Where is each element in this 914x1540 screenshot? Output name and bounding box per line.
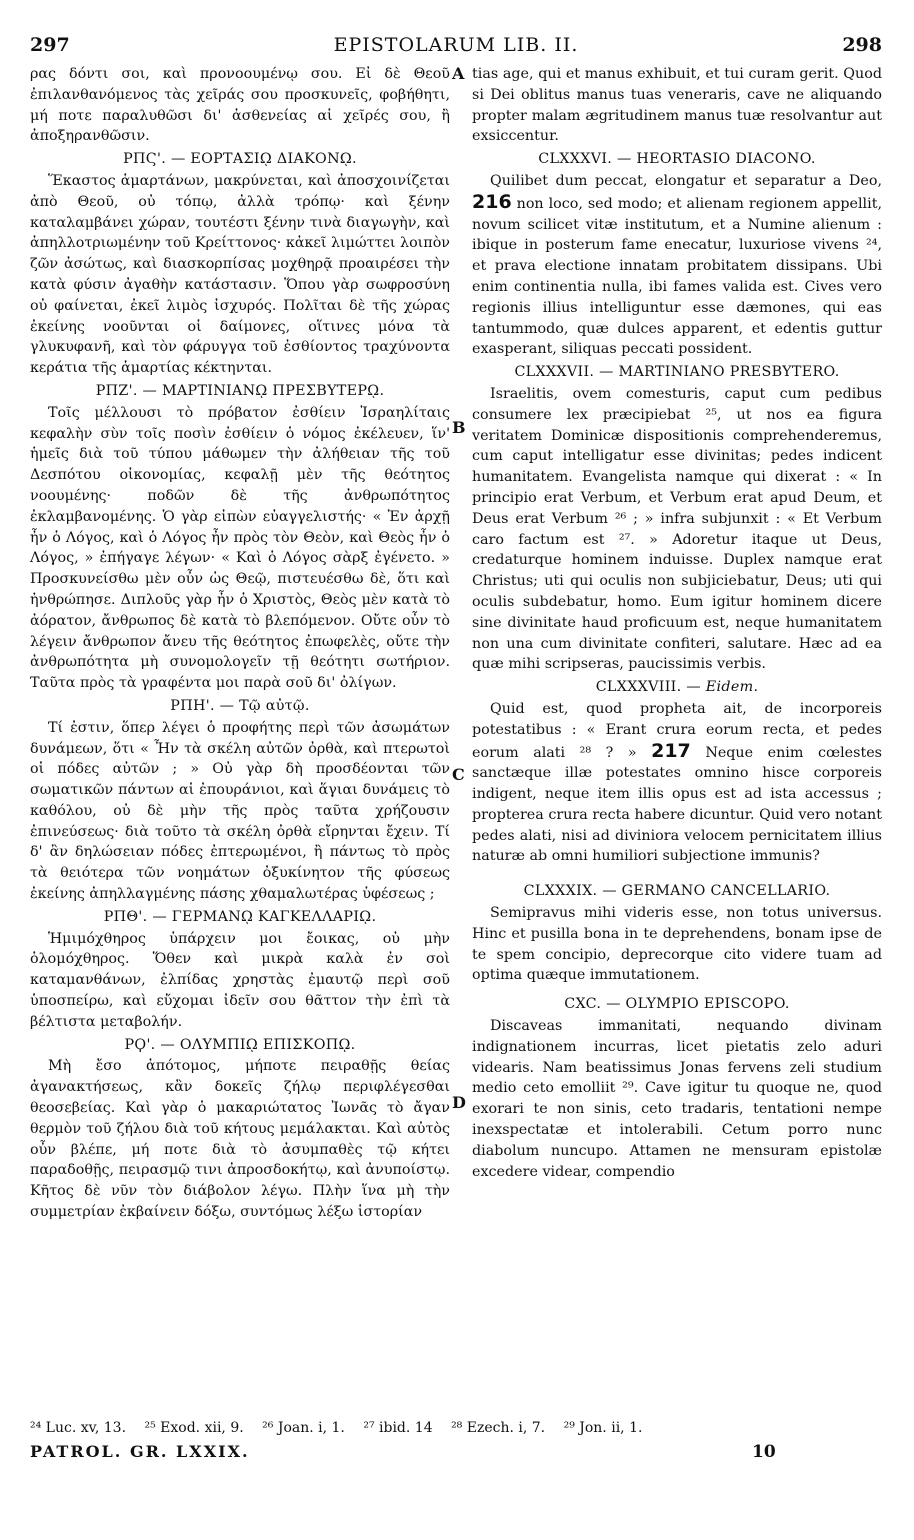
footnotes <box>30 1418 882 1438</box>
greek-letter-187-heading: ΡΠΖ'. — ΜΑΡΤΙΝΙΑΝῼ ΠΡΕΣΒΥΤΕΡῼ. <box>95 382 385 399</box>
greek-letter-189-heading: ΡΠΘ'. — ΓΕΡΜΑΝῼ ΚΑΓΚΕΛΛΑΡΙῼ. <box>103 908 377 925</box>
latin-letter-188-text <box>472 699 882 867</box>
running-title: EPISTOLARUM LIB. II. <box>333 34 579 56</box>
margin-letter-a: A <box>452 64 465 83</box>
greek-intro: ρας δόντι σοι, καὶ προνοουμένῳ σου. Εἰ δὲ Θεοῦ ἐπιλανθανόμενος τὰς χεῖράς σου προσκυνεῖς, φοβήθητι, μή ποτε παραλυθῶσι δι' ἀσθενείας αἱ χεῖρές σου, ἢ ἀποξηρανθῶσιν. <box>30 66 450 145</box>
greek-letter-188-text: Τί ἐστιν, ὅπερ λέγει ὁ προφήτης περὶ τῶν ἀσωμάτων δυνάμεων, ὅτι « Ἦν τὰ σκέλη αὐτῶν ὀρθὰ, καὶ πτερωτοὶ οἱ πόδες αὐτῶν ; » Οὐ γὰρ δὴ προσδέονται τῶν σωματικῶν πάντων αἱ ἐπουράνιοι, καὶ ἅγιαι δυνάμεις τὸ καθόλου, οὐ δὲ μὴν τῆς πρὸς ταῦτα χρήζουσιν ἐπινεύσεως· διὰ τοῦτο τὰ σκέλη ὀρθὰ εἴρηνται ἔχειν. Τί δ' ἂν δηλώσειαν πόδες ἐπτερωμένοι, ἢ πάντως τὸ πρὸς τὰ θειότερα τῶν νοημάτων ὀξυκίνητον τῆς φύσεως ἐκείνης ἀπηλλαγμένης πάσης χθαμαλωτέρας ὑφέσεως ; <box>30 719 450 903</box>
greek-column <box>30 64 450 1223</box>
latin-letter-186-text-a: Quilibet dum peccat, elongatur et separatur a Deo, <box>490 172 882 189</box>
greek-letter-190-text: Μὴ ἔσο ἀπότομος, μήποτε πειραθῇς θείας ἀγανακτήσεως, κἂν δοκεῖς ζήλῳ περιφλέγεσθαι θεοσεβείας. Καὶ γὰρ ὁ μακαριώτατος Ἰωνᾶς τὸ ἄγαν θερμὸν τοῦ ζήλου διὰ τοῦ κήτους μεμάλακται. Καὶ αὐτὸς οὖν βλέπε, μή ποτε διὰ τὸ ἀσυμπαθὲς τῷ κήτει παραδοθῇς, πειρασμῷ τινι ἀπροσδοκήτῳ, καὶ ἀνυποίστῳ. Κῆτος δὲ νῦν τὸν διάβολον λέγω. Πλὴν ἵνα μὴ τὴν συμμετρίαν ἐκβαίνειν δόξω, συντόμως λέξω ἱστορίαν <box>30 1058 450 1221</box>
latin-letter-189-heading: CLXXXIX. — GERMANO CANCELLARIO. <box>523 883 831 900</box>
page-number-right: 298 <box>842 34 882 56</box>
greek-letter-190-heading: ΡϘ'. — ΟΛΥΜΠΙῼ ΕΠΙΣΚΟΠῼ. <box>124 1036 356 1053</box>
latin-letter-188-heading <box>472 677 882 698</box>
page-marker-217: 217 <box>651 739 691 762</box>
page-header <box>30 34 882 62</box>
latin-letter-186-text <box>472 171 882 360</box>
margin-letter-b: B <box>452 418 466 437</box>
footnote: ²⁷ ibid. 14 <box>363 1420 433 1436</box>
footnote: ²⁶ Joan. i, 1. <box>262 1420 345 1436</box>
footnote: ²⁵ Exod. xii, 9. <box>144 1420 244 1436</box>
latin-column <box>472 64 882 1182</box>
latin-letter-188-text-a: Quid est, quod propheta ait, de incorporeis potestatibus : « Erant crura eorum recta, et pedes eorum alati ²⁸ ? » <box>472 700 882 761</box>
signature-mark: 10 <box>752 1442 776 1462</box>
footnote: ²⁸ Ezech. i, 7. <box>451 1420 546 1436</box>
latin-letter-188-heading-name: Eidem. <box>705 679 759 696</box>
greek-letter-187-text: Τοῖς μέλλουσι τὸ πρόβατον ἐσθίειν Ἰσραηλίταις κεφαλὴν σὺν τοῖς ποσὶν ἐσθίειν ὁ νόμος ἐκέλευεν, ἵν' ἡμεῖς διὰ τοῦ τύπου μάθωμεν τὴν ἀλήθειαν τῆς τοῦ Δεσπότου οἰκονομίας, κεφαλῇ μὲν τῆς θεότητος νοουμένης· ποδῶν δὲ τῆς ἀνθρωπότητος ἐκλαμβανομένης. Ὁ γὰρ εἰπὼν εὐαγγελιστής· « Ἐν ἀρχῇ ἦν ὁ Λόγος, καὶ ὁ Λόγος ἦν πρὸς τὸν Θεὸν, καὶ Θεὸς ἦν ὁ Λόγος, » ἐπήγαγε λέγων· « Καὶ ὁ Λόγος σὰρξ ἐγένετο. » Προσκυνείσθω μὲν οὖν ὡς Θεῷ, πιστευέσθω δὲ, ὅτι καὶ ἠνθρώπησε. Διπλοῦς γὰρ ἦν ὁ Χριστὸς, Θεὸς μὲν κατὰ τὸ ἀόρατον, ἄνθρωπος δὲ κατὰ τὸ βλεπόμενον. Οὔτε οὖν τὸ λέγειν ἄνθρωπον ἄνευ τῆς θεότητος ἐπωφελὲς, οὔτε τὴν ἀνθρωπότητα μὴ συνομολογεῖν τῇ θεότητι σωτήριον. Ταῦτα πρὸς τὰ γραφέντα μοι παρὰ σοῦ δι' ὀλίγων. <box>30 404 450 692</box>
greek-letter-189-text: Ἡμιμόχθηρος ὑπάρχειν μοι ἔοικας, οὐ μὴν ὁλομόχθηρος. Ὅθεν καὶ μικρὰ καλὰ ἐν σοὶ καταμανθάνων, ἐλπίδας χρηστὰς ἐμαυτῷ περὶ σοῦ ὑποσπείρω, καὶ εὔχομαι ἰδεῖν σου θᾶττον τὴν ἐπὶ τὰ βέλτιστα μεταβολήν. <box>30 930 450 1030</box>
latin-letter-188-text-b: Neque enim cœlestes sanctæque illæ potestates omnino hisce corporeis indigent, neque item illis opus est ad ista accessus ; propterea crura recta habere dicuntur. Quid vero notant pedes alati, nisi ad diviniora velocem pernicitatem illius naturæ ab omni humiliori subjectione immunis? <box>472 744 883 865</box>
page-number-left: 297 <box>30 34 70 56</box>
footnote: ²⁹ Jon. ii, 1. <box>563 1420 643 1436</box>
latin-letter-186-text-b: non loco, sed modo; et alienam regionem appellit, novum scilicet vitæ institutum, et a Numine alienum : ibique in posterum fame enecatur, luxuriose vivens ²⁴, et prava electione innatam probitatem dissipans. Ubi enim continentia nulla, ibi fames valida est. Cives vero regionis illius intelliguntur esse dæmones, qui eas tantummodo, quæ dulces apparent, et edentis guttur exasperant, siliquas peccati possident. <box>472 195 882 358</box>
latin-letter-187-heading: CLXXXVII. — MARTINIANO PRESBYTERO. <box>514 364 840 381</box>
greek-letter-188-heading: ΡΠΗ'. — Τῷ αὐτῷ. <box>170 697 310 714</box>
footnote: ²⁴ Luc. xv, 13. <box>30 1420 127 1436</box>
latin-letter-187-text: Israelitis, ovem comesturis, caput cum pedibus consumere lex præcipiebat ²⁵, ut nos ea figura veritatem Dominicæ dispositionis comprehenderemus, cum caput intelligatur esse divinitas; pedes indicent humanitatem. Evangelista namque qui dixerat : « In principio erat Verbum, et Verbum erat apud Deum, et Deus erat Verbum ²⁶ ; » infra subjunxit : « Et Verbum caro factum est ²⁷. » Adoretur itaque ut Deus, credaturque hominem induisse. Duplex namque erat Christus; uti qui oculis non subjiciebatur, Deus; uti qui oculis subdebatur, homo. Eum igitur hominem dicere sine divinitate haud proficuum est, neque humanitatem non una cum divinitate confiteri, salutare. Hæc ad ea quæ mihi scripseras, paucissimis verbis. <box>472 385 882 673</box>
latin-letter-186-heading: CLXXXVI. — HEORTASIO DIACONO. <box>538 151 816 168</box>
margin-letter-c: C <box>452 765 465 784</box>
latin-letter-188-heading-number: CLXXXVIII. — <box>595 679 701 696</box>
greek-letter-186-heading: ΡΠϚ'. — ΕΟΡΤΑΣΙῼ ΔΙΑΚΟΝῼ. <box>123 151 357 168</box>
latin-letter-189-text: Semipravus mihi videris esse, non totus universus. Hinc et pusilla bona in te deprehendens, bonam ipse de te spem concipio, deprecorque cito videre tuam ad optima quæque immutationem. <box>472 905 882 984</box>
page-marker-216: 216 <box>472 190 512 213</box>
latin-letter-190-heading: CXC. — OLYMPIO EPISCOPO. <box>564 996 790 1013</box>
greek-letter-186-text: Ἕκαστος ἁμαρτάνων, μακρύνεται, καὶ ἀποσχοινίζεται ἀπὸ Θεοῦ, οὐ τόπῳ, ἀλλὰ τρόπῳ· καὶ ξένην καταλαμβάνει χώραν, τουτέστι ξένην τινὰ διαγωγὴν, καὶ ἀπηλλοτριωμένην τοῦ Κρείττονος· κἀκεῖ λιμώττει λοιπὸν ζῶν ἀσώτως, καὶ διασκορπίσας μοχθηρᾷ προαιρέσει τὴν κατὰ φύσιν ἀγαθὴν κατάστασιν. Ὅπου γὰρ σωφροσύνη οὐ φαίνεται, ἐκεῖ λιμὸς ἰσχυρός. Πολῖται δὲ τῆς χώρας ἐκείνης νοοῦνται οἱ δαίμονες, οἵτινες μόνα τὰ γλυκυφανῆ, καὶ τὸν φάρυγγα τοῦ ἐσθίοντος τραχύνοντα κεράτια τῆς ἁμαρτίας κέκτηνται. <box>30 172 450 377</box>
latin-letter-190-text: Discaveas immanitati, nequando divinam indignationem incurras, licet pietatis zelo aduri videaris. Nam beatissimus Jonas fervens zeli studium medio ceto emolliit ²⁹. Cave igitur tu quoque ne, quod exorari te non sinis, ceto tradaris, tentationi nempe inexspectatæ et intolerabili. Cetum porro nunc diabolum nuncupo. Attamen ne mensuram epistolæ excedere videar, compendio <box>472 1018 882 1180</box>
series-title: PATROL. GR. LXXIX. <box>30 1442 250 1461</box>
margin-letter-d: D <box>452 1093 466 1112</box>
latin-intro: tias age, qui et manus exhibuit, et tui curam gerit. Quod si Dei oblitus manus tuas veneraris, cave ne aliquando propter malam ægritudinem manus tuæ resolvantur aut exsiccentur. <box>472 66 882 145</box>
